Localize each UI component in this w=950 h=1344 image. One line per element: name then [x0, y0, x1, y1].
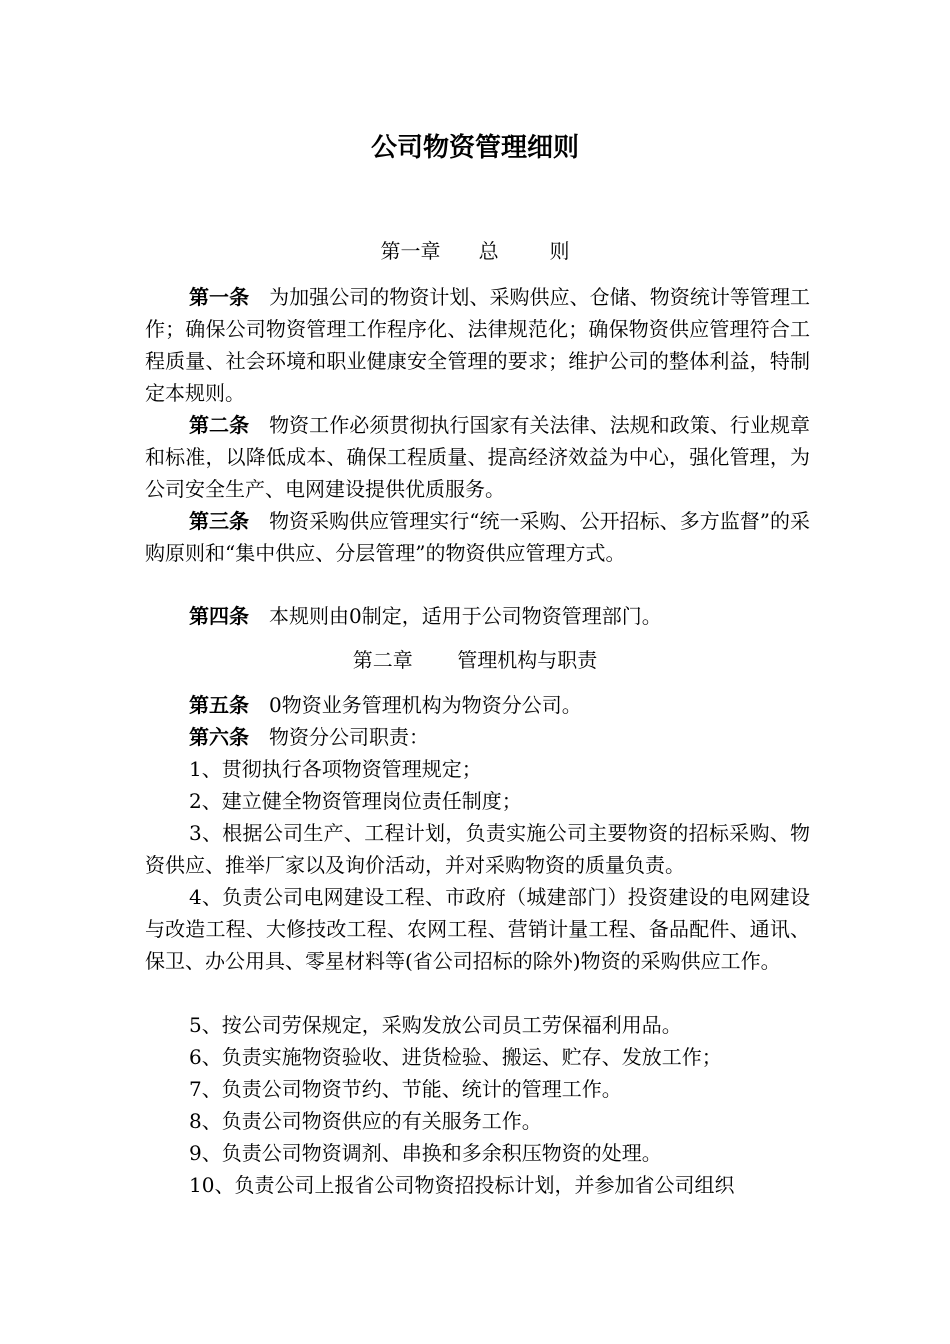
article-4 — [145, 600, 810, 632]
article-3-label: 第三条 — [189, 509, 250, 533]
list-item: 5、按公司劳保规定，采购发放公司员工劳保福利用品。 — [189, 1013, 682, 1037]
article-5-text: 0物资业务管理机构为物资分公司。 — [269, 693, 582, 717]
article-4-label: 第四条 — [189, 604, 249, 628]
article-5 — [189, 689, 582, 721]
list-item: 3、根据公司生产、工程计划，负责实施公司主要物资的招标采购、物资供应、推举厂家以及询价活动，并对采购物资的质量负责。 — [145, 821, 810, 877]
chapter-2-heading: 第二章 管理机构与职责 — [352, 648, 598, 672]
chapter-1-heading: 第一章 总 则 — [380, 239, 570, 263]
article-1 — [145, 281, 810, 409]
article-3 — [145, 505, 810, 569]
article-6-text: 物资分公司职责： — [269, 725, 429, 749]
article-2-label: 第二条 — [189, 413, 250, 437]
article-1-text: 为加强公司的物资计划、采购供应、仓储、物资统计等管理工作；确保公司物资管理工作程序化、法律规范化；确保物资供应管理符合工程质量、社会环境和职业健康安全管理的要求；维护公司的整体利益，特制定本规则。 — [145, 285, 811, 405]
document-title: 公司物资管理细则 — [370, 133, 579, 163]
list-item: 6、负责实施物资验收、进货检验、搬运、贮存、发放工作； — [189, 1045, 722, 1069]
article-5-label: 第五条 — [189, 693, 249, 717]
list-item: 10、负责公司上报省公司物资招投标计划，并参加省公司组织 — [189, 1173, 735, 1197]
list-item: 2、建立健全物资管理岗位责任制度； — [189, 789, 522, 813]
list-item: 4、负责公司电网建设工程、市政府（城建部门）投资建设的电网建设与改造工程、大修技改工程、农网工程、营销计量工程、备品配件、通讯、保卫、办公用具、零星材料等(省公司招标的除外)物资的采购供应工作。 — [145, 885, 810, 973]
article-1-label: 第一条 — [189, 285, 250, 309]
article-3-text: 物资采购供应管理实行“统一采购、公开招标、多方监督”的采购原则和“集中供应、分层管理”的物资供应管理方式。 — [145, 509, 811, 565]
article-2-text: 物资工作必须贯彻执行国家有关法律、法规和政策、行业规章和标准，以降低成本、确保工程质量、提高经济效益为中心，强化管理，为公司安全生产、电网建设提供优质服务。 — [145, 413, 811, 501]
article-4-text: 本规则由0制定，适用于公司物资管理部门。 — [269, 604, 662, 628]
article-6-label: 第六条 — [189, 725, 249, 749]
list-item: 8、负责公司物资供应的有关服务工作。 — [189, 1109, 542, 1133]
article-6 — [189, 721, 429, 753]
list-item: 7、负责公司物资节约、节能、统计的管理工作。 — [189, 1077, 622, 1101]
list-item: 9、负责公司物资调剂、串换和多余积压物资的处理。 — [189, 1141, 662, 1165]
article-2 — [145, 409, 810, 505]
list-item: 1、贯彻执行各项物资管理规定； — [189, 757, 482, 781]
